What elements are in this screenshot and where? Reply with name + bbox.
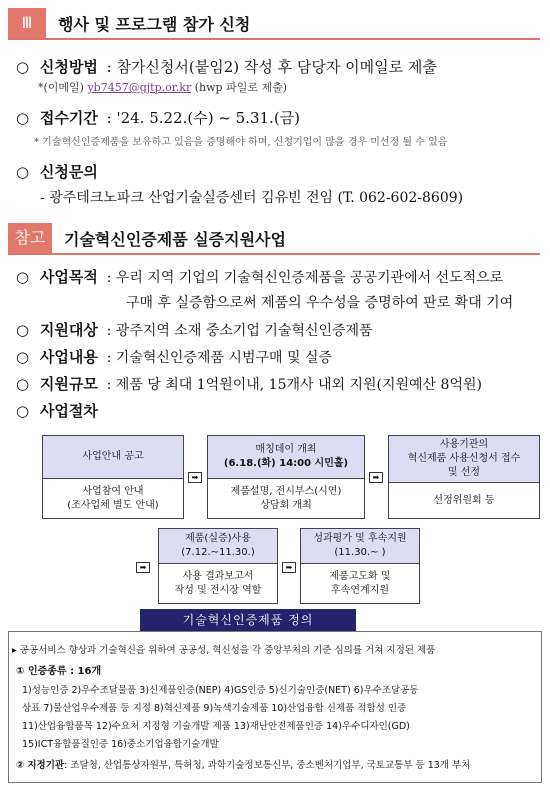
flow-step-product-use bbox=[158, 528, 278, 604]
agency-text: : 조달청, 산업통상자원부, 특허청, 과학기술정보통신부, 중소벤처기업부, 국토교통부 등 13개 부처 bbox=[64, 760, 471, 771]
method-label: 신청방법 bbox=[39, 58, 98, 76]
reference-title: 기술혁신인증제품 실증지원사업 bbox=[64, 230, 286, 249]
bullet: ○ bbox=[16, 268, 30, 286]
email-link[interactable]: yb7457@gjtp.or.kr bbox=[87, 81, 192, 94]
method-row bbox=[16, 56, 437, 77]
flow-text: 및 선정 bbox=[447, 467, 481, 478]
target-text: : 광주지역 소재 중소기업 기술혁신인증제품 bbox=[106, 323, 373, 339]
flow-text: (7.12.~11.30.) bbox=[181, 547, 255, 558]
section3-title: 행사 및 프로그램 참가 신청 bbox=[58, 15, 251, 34]
method-text: : 참가신청서(붙임2) 작성 후 담당자 이메일로 제출 bbox=[106, 58, 437, 76]
kinds-line: 11)산업융합품목 12)수요처 지정형 기술개발 제품 13)재난안전제품인증 14)우수디자인(GD) bbox=[22, 721, 410, 732]
email-prefix: *(이메일) bbox=[38, 81, 88, 94]
flow-text: 후속연계지원 bbox=[331, 584, 389, 596]
target-label: 지원대상 bbox=[39, 321, 98, 339]
flow-step-announcement bbox=[42, 435, 184, 519]
kinds-line: 상표 7)물산업우수제품 등 지정 8)혁신제품 9)녹색기술제품 10)산업융합 신제품 적합성 인증 bbox=[22, 703, 407, 714]
arrow-right-icon: ➡ bbox=[188, 472, 202, 483]
content-text: : 기술혁신인증제품 시범구매 및 실증 bbox=[106, 350, 333, 366]
section3-header bbox=[8, 8, 540, 40]
flow-text: (6.18.(화) 14:00 시민홀) bbox=[223, 458, 349, 469]
period-note: * 기술혁신인증제품을 보유하고 있음을 증명해야 하며, 신청기업이 많을 경우 미선정 될 수 있음 bbox=[34, 137, 448, 148]
flow-step-body bbox=[159, 564, 277, 603]
purpose-line2: 구매 후 실증함으로써 제품의 우수성을 증명하여 판로 확대 기여 bbox=[126, 295, 514, 311]
content-row bbox=[16, 346, 332, 367]
flow-text: 성과평가 및 후속지원 bbox=[313, 533, 407, 544]
period-label: 접수기간 bbox=[39, 109, 98, 127]
arrow-right-icon: ➡ bbox=[369, 472, 383, 483]
flow-text: 제품고도화 및 bbox=[329, 570, 391, 582]
purpose-row bbox=[16, 266, 503, 287]
inquiry-label: 신청문의 bbox=[39, 163, 98, 181]
period-row bbox=[16, 107, 300, 128]
flow-step-head bbox=[208, 436, 364, 479]
kinds-line: 15)ICT융합품질인증 16)중소기업융합기술개발 bbox=[22, 739, 219, 750]
scale-label: 지원규모 bbox=[39, 375, 98, 393]
scale-row bbox=[16, 373, 482, 394]
flow-step-selection bbox=[388, 435, 540, 519]
flow-text: 상담회 개최 bbox=[260, 499, 312, 511]
arrow-right-icon: ➡ bbox=[282, 562, 296, 573]
target-row bbox=[16, 319, 373, 340]
reference-badge: 참고 bbox=[8, 223, 52, 253]
process-label: 사업절차 bbox=[39, 402, 98, 420]
inquiry-row bbox=[16, 161, 98, 182]
flow-text: 제품설명, 전시부스(시연) bbox=[230, 485, 342, 497]
flow-step-body bbox=[208, 479, 364, 518]
inquiry-text: - 광주테크노파크 산업기술실증센터 김유빈 전임 (T. 062-602-8609) bbox=[40, 190, 464, 206]
kinds-line: 1)성능인증 2)우수조달물품 3)신제품인증(NEP) 4)GS인증 5)신기술인증(NET) 6)우수조달공동 bbox=[22, 685, 419, 696]
flow-step-matching-day bbox=[207, 435, 365, 519]
flow-step-head bbox=[159, 529, 277, 564]
purpose-label: 사업목적 bbox=[39, 268, 98, 286]
flow-text: 사용기관의 bbox=[439, 439, 489, 450]
period-text: : '24. 5.22.(수) ~ 5.31.(금) bbox=[106, 109, 301, 127]
bullet: ○ bbox=[16, 109, 30, 127]
bullet: ○ bbox=[16, 348, 30, 366]
flow-text: 매칭데이 개최 bbox=[255, 444, 317, 455]
bullet: ○ bbox=[16, 402, 30, 420]
definition-intro: ▸ 공공서비스 향상과 기술혁신을 위하여 공공성, 혁신성을 각 중앙부처의 기준 심의를 거쳐 지정된 제품 bbox=[12, 645, 436, 656]
flow-text: 선정위원회 등 bbox=[433, 494, 495, 506]
section3-badge: Ⅲ bbox=[8, 8, 46, 38]
agency-row bbox=[16, 757, 470, 771]
email-row bbox=[38, 79, 287, 95]
flow-text: 작성 및 전시장 역할 bbox=[174, 584, 262, 596]
flow-step-evaluation bbox=[300, 528, 420, 604]
reference-header bbox=[8, 223, 540, 255]
flow-step-body bbox=[389, 483, 539, 518]
flow-step-body bbox=[301, 564, 419, 603]
arrow-right-icon: ➡ bbox=[136, 562, 150, 573]
flow-step-head bbox=[43, 436, 183, 479]
kinds-label: ① 인증종류 : 16개 bbox=[16, 666, 102, 677]
flow-text: 혁신제품 사용신청서 접수 bbox=[407, 453, 521, 464]
flow-step-head bbox=[389, 436, 539, 483]
bullet: ○ bbox=[16, 375, 30, 393]
bullet: ○ bbox=[16, 163, 30, 181]
agency-label: ② 지정기관 bbox=[16, 760, 65, 771]
flow-text: 사용 결과보고서 bbox=[182, 570, 254, 582]
flow-step-body bbox=[43, 479, 183, 518]
process-row bbox=[16, 400, 98, 421]
bullet: ○ bbox=[16, 321, 30, 339]
flow-text: 제품(실증)사용 bbox=[185, 533, 251, 544]
flow-text: (조사업체 별도 안내) bbox=[67, 499, 159, 511]
flow-text: 사업참여 안내 bbox=[82, 485, 144, 497]
flow-step-head bbox=[301, 529, 419, 564]
flow-text: 사업안내 공고 bbox=[82, 451, 144, 462]
email-suffix: (hwp 파일로 제출) bbox=[194, 81, 287, 94]
bullet: ○ bbox=[16, 58, 30, 76]
definition-title: 기술혁신인증제품 정의 bbox=[140, 609, 356, 631]
content-label: 사업내용 bbox=[39, 348, 98, 366]
flow-text: (11.30.~ ) bbox=[334, 547, 386, 558]
scale-text: : 제품 당 최대 1억원이내, 15개사 내외 지원(지원예산 8억원) bbox=[106, 377, 482, 393]
purpose-line1: : 우리 지역 기업의 기술혁신인증제품을 공공기관에서 선도적으로 bbox=[106, 270, 504, 286]
